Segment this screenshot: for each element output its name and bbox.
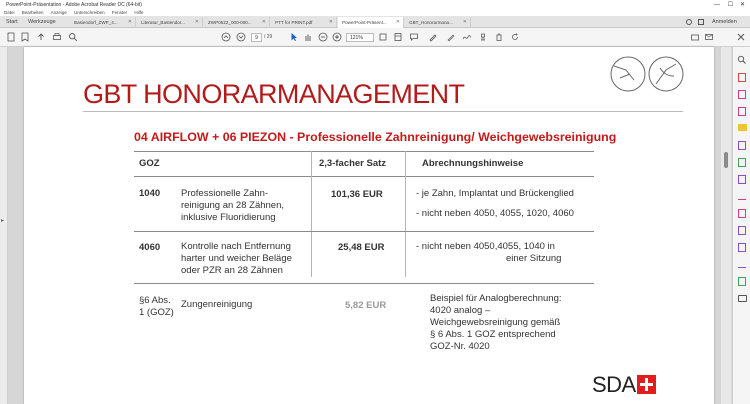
menu-window[interactable]: Fenster xyxy=(111,10,128,15)
menu-view[interactable]: Anzeige xyxy=(50,10,67,15)
row-desc-line: Professionelle Zahn- xyxy=(181,188,269,199)
slide-subtitle: 04 AIRFLOW + 06 PIEZON - Professionelle Zahnreinigung/ Weichgewebsreinigung xyxy=(134,130,617,144)
protect-icon[interactable] xyxy=(738,226,746,235)
edit-pdf-icon[interactable] xyxy=(738,107,746,116)
doc-tab-active[interactable] xyxy=(338,17,404,28)
scrollbar-thumb[interactable] xyxy=(724,152,728,168)
row-note: - je Zahn, Implantat und Brückenglied xyxy=(416,188,574,199)
send-for-signature-icon[interactable] xyxy=(738,209,746,218)
table-row-rule xyxy=(134,283,594,284)
column-header-goz: GOZ xyxy=(139,158,160,169)
row-price: 101,36 EUR xyxy=(331,189,383,200)
minimize-icon[interactable]: — xyxy=(714,2,720,8)
maximize-icon[interactable]: ☐ xyxy=(727,2,733,8)
doc-tab-label: ZWP0522_000-000... xyxy=(208,20,252,25)
row-desc-line: reinigung an 28 Zähnen, xyxy=(181,200,284,211)
help-icon[interactable] xyxy=(686,19,692,25)
combine-files-icon[interactable] xyxy=(738,141,746,150)
pen-icon[interactable] xyxy=(428,32,438,42)
page-up-icon[interactable] xyxy=(221,32,231,42)
table-top-rule xyxy=(134,151,594,152)
comment-icon[interactable] xyxy=(409,32,419,42)
fill-sign-icon[interactable] xyxy=(738,192,746,200)
rotate-icon[interactable] xyxy=(510,32,520,42)
doc-tab-label: Literatur_Bastendor... xyxy=(141,20,185,25)
share-icon[interactable] xyxy=(690,32,700,42)
close-panel-icon[interactable] xyxy=(736,32,746,42)
zoom-in-icon[interactable] xyxy=(332,32,342,42)
print-icon[interactable] xyxy=(52,32,62,42)
page-down-icon[interactable] xyxy=(236,32,246,42)
left-panel xyxy=(0,47,8,404)
doc-tab[interactable] xyxy=(70,17,136,28)
row-note: - nicht neben 4050,4055, 1040 in xyxy=(416,241,555,252)
page-total: / 29 xyxy=(264,34,273,40)
redact-icon[interactable] xyxy=(738,175,746,184)
stamp-icon[interactable] xyxy=(478,32,488,42)
comment-tool-icon[interactable] xyxy=(738,124,747,131)
close-tab-icon[interactable]: ✕ xyxy=(328,19,333,25)
doc-tab-label: PTT for PRINT.pdf xyxy=(275,20,313,25)
tab-tools[interactable]: Werkzeuge xyxy=(28,19,56,25)
row-price: 25,48 EUR xyxy=(338,242,385,253)
fit-page-icon[interactable] xyxy=(378,32,388,42)
tab-start[interactable]: Start xyxy=(6,19,18,25)
more-tools-icon[interactable] xyxy=(738,295,747,302)
hand-tool-icon[interactable] xyxy=(303,32,313,42)
delete-icon[interactable] xyxy=(494,32,504,42)
expand-left-panel-icon[interactable]: ▸ xyxy=(1,218,5,224)
right-tools-panel xyxy=(732,47,750,404)
menu-edit[interactable]: Bearbeiten xyxy=(21,10,44,15)
upload-icon[interactable] xyxy=(36,32,46,42)
export-pdf-icon[interactable] xyxy=(738,73,746,82)
main-toolbar xyxy=(0,28,750,47)
row-code: 1 (GOZ) xyxy=(139,307,174,318)
doc-tab[interactable] xyxy=(204,17,270,28)
row-desc-line: Kontrolle nach Entfernung xyxy=(181,241,291,252)
swiss-cross-icon xyxy=(637,375,656,394)
column-header-hinweise: Abrechnungshinweise xyxy=(422,158,524,169)
table-header-rule xyxy=(134,176,594,177)
row-note: - nicht neben 4050, 4055, 1020, 4060 xyxy=(416,208,574,219)
row-code: 1040 xyxy=(139,188,161,199)
doc-tab[interactable] xyxy=(405,17,471,28)
page-number-input[interactable]: 9 xyxy=(251,33,262,42)
tab-bar xyxy=(0,16,750,28)
row-price: 5,82 EUR xyxy=(345,300,387,311)
row-note: einer Sitzung xyxy=(506,253,562,264)
mail-icon[interactable] xyxy=(704,32,714,42)
doc-tab-label: PowerPoint-Präsent... xyxy=(342,20,387,25)
title-divider xyxy=(83,111,683,112)
row-note: 4020 analog – xyxy=(430,305,491,316)
menu-bar xyxy=(0,9,750,16)
close-tab-icon[interactable]: ✕ xyxy=(127,19,132,25)
column-header-satz: 2,3-facher Satz xyxy=(319,158,387,169)
menu-sign[interactable]: Unterschreiben xyxy=(74,10,105,15)
organize-pages-icon[interactable] xyxy=(738,158,746,167)
row-note: § 6 Abs. 1 GOZ entsprechend xyxy=(430,329,556,340)
close-tab-icon[interactable]: ✕ xyxy=(261,19,266,25)
close-tab-icon[interactable]: ✕ xyxy=(395,19,400,25)
slide-title: GBT HONORARMANAGEMENT xyxy=(83,79,465,109)
doc-tab-label: Basiendorf_ZWP_4... xyxy=(74,20,118,25)
row-note: GOZ-Nr. 4020 xyxy=(430,341,490,352)
search-icon[interactable] xyxy=(68,32,78,42)
doc-tab[interactable] xyxy=(271,17,337,28)
row-desc-line: Zungenreinigung xyxy=(181,299,253,310)
bell-icon[interactable] xyxy=(698,19,704,25)
doc-tab-label: GBT_Honorarmana... xyxy=(409,20,453,25)
row-desc-line: harter und weicher Beläge xyxy=(181,253,292,264)
signin-link[interactable]: Anmelden xyxy=(712,19,737,25)
dental-instruments-icon xyxy=(584,54,684,94)
row-note: Beispiel für Analogberechnung: xyxy=(430,293,562,304)
close-window-icon[interactable]: ✕ xyxy=(739,2,745,8)
pdf-page xyxy=(24,47,714,404)
create-pdf-icon[interactable] xyxy=(738,90,746,99)
menu-file[interactable]: Datei xyxy=(4,10,15,15)
row-desc-line: oder PZR an 28 Zähnen xyxy=(181,265,283,276)
window-title: PowerPoint-Präsentation - Adobe Acrobat Reader DC (64-bit) xyxy=(6,2,142,8)
close-tab-icon[interactable]: ✕ xyxy=(194,19,199,25)
row-code: 4060 xyxy=(139,242,161,253)
scan-ocr-icon[interactable] xyxy=(738,277,746,286)
bookmark-icon[interactable] xyxy=(20,32,30,42)
close-tab-icon[interactable]: ✕ xyxy=(462,19,467,25)
table-column-divider xyxy=(311,151,312,277)
compress-pdf-icon[interactable] xyxy=(738,243,746,252)
doc-tab[interactable] xyxy=(137,17,203,28)
zoom-out-icon[interactable] xyxy=(318,32,328,42)
row-note: Weichgewebsreinigung gemäß xyxy=(430,317,561,328)
new-file-icon[interactable] xyxy=(6,32,16,42)
highlight-icon[interactable] xyxy=(446,32,456,42)
signature-icon[interactable] xyxy=(462,32,472,42)
menu-help[interactable]: Hilfe xyxy=(134,10,144,15)
zoom-level-select[interactable]: 121% xyxy=(346,33,374,42)
select-cursor-icon[interactable] xyxy=(289,32,299,42)
table-row-rule xyxy=(134,231,594,232)
row-desc-line: inklusive Fluoridierung xyxy=(181,212,276,223)
vertical-scrollbar[interactable] xyxy=(721,47,731,404)
table-column-divider xyxy=(405,151,406,277)
search-tool-icon[interactable] xyxy=(737,55,747,65)
row-code: §6 Abs. xyxy=(139,295,171,306)
logo-text: SDA xyxy=(592,372,636,397)
scroll-mode-icon[interactable] xyxy=(393,32,403,42)
prepare-form-icon[interactable] xyxy=(738,260,746,268)
